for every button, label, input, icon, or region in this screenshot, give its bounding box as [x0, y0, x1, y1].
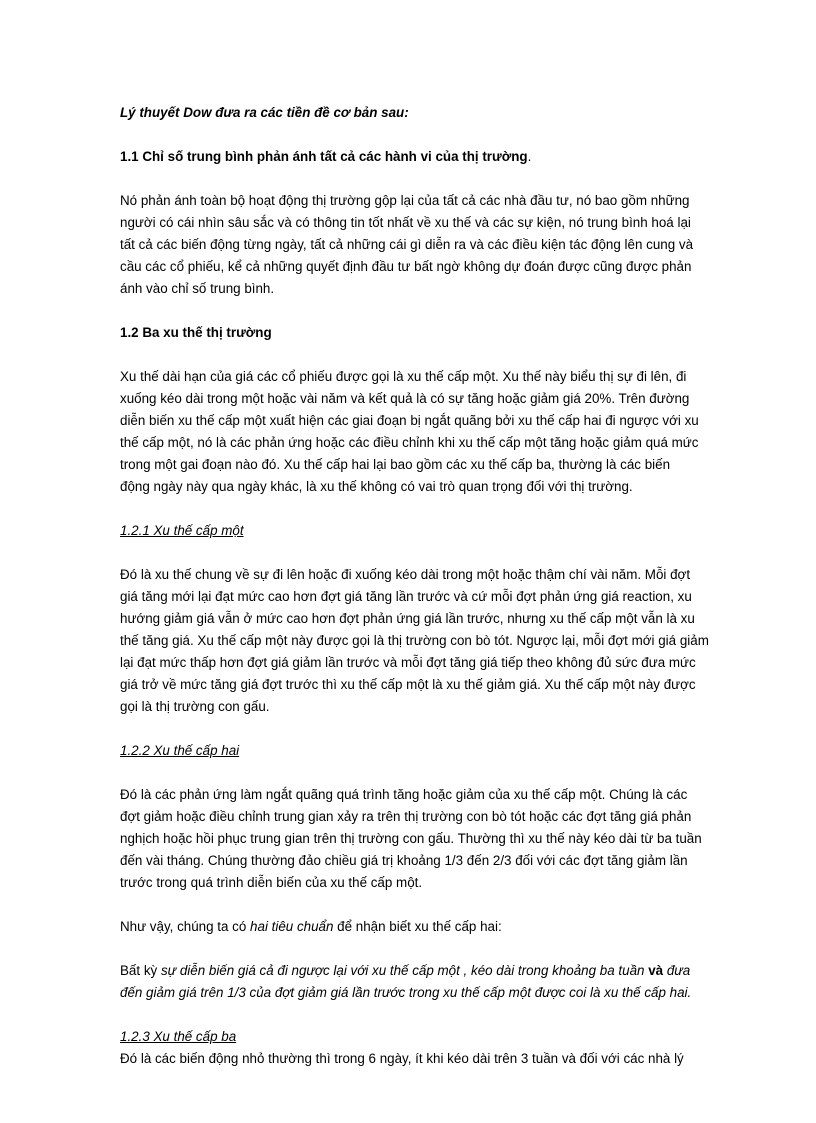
paragraph-line: Xu thế dài hạn của giá các cổ phiếu được gọi là xu thế cấp một. Xu thế này biểu thị sự đi lên, đi: [120, 369, 687, 384]
paragraph-line: đợt giảm hoặc điều chỉnh trung gian xảy ra trên thị trường con bò tót hoặc các đợt tăng giá phản: [120, 809, 692, 824]
paragraph-line: [120, 960, 702, 982]
rule-text-pre: Bất kỳ: [120, 963, 161, 978]
paragraph-line: thế cấp một, nó là các phản ứng hoặc các điều chỉnh khi xu thế cấp một tăng hoặc giảm quá mức: [120, 435, 699, 450]
rule-text-emphasis: sự diễn biến giá cả đi ngược lại với xu thế cấp một , kéo dài trong khoảng ba tuần: [160, 963, 645, 978]
paragraph-line: cầu các cổ phiếu, kể cả những quyết định đầu tư bất ngờ không dự đoán được cũng được phản: [120, 259, 692, 274]
paragraph-line: nghịch hoặc hồi phục trung gian trên thị trường con gấu. Thường thì xu thế này kéo dài từ ba tuần: [120, 831, 702, 846]
paragraph-line: trước trong quá trình diễn biến của xu thế cấp một.: [120, 875, 423, 890]
paragraph-line: gọi là thị trường con gấu.: [120, 699, 270, 714]
paragraph-line: Đó là các phản ứng làm ngắt quãng quá trình tăng hoặc giảm của xu thế cấp một. Chúng là các: [120, 787, 688, 802]
paragraph-line: Đó là xu thế chung về sự đi lên hoặc đi xuống kéo dài trong một hoặc thậm chí vài năm. Mỗi đợt: [120, 567, 691, 582]
paragraph-line: hướng giảm giá vẫn ở mức cao hơn đợt phản ứng giá lần trước, nhưng xu thế cấp một vẫn là xu: [120, 611, 695, 626]
section-1-2-2-heading: 1.2.2 Xu thế cấp hai: [120, 743, 240, 758]
paragraph-line: giá trở về mức tăng giá đợt trước thì xu thế cấp một là xu thế giảm giá. Xu thế cấp một này được: [120, 677, 696, 692]
section-1-1-paragraph: [120, 190, 702, 300]
section-1-2-2-paragraph: [120, 784, 702, 894]
paragraph-line: trong một gai đoạn nào đó. Xu thế cấp hai lại bao gồm các xu thế cấp ba, thường là các biến: [120, 457, 671, 472]
paragraph-line: lại đạt mức thấp hơn đợt giá giảm lần trước và mỗi đợt tăng giá tiếp theo không đủ sức đưa mức: [120, 655, 696, 670]
criteria-sentence: [120, 916, 702, 938]
paragraph-line: diễn biến xu thế cấp một xuất hiện các giai đoạn bị ngắt quãng bởi xu thế cấp hai đi ngược với xu: [120, 413, 699, 428]
paragraph-line: xuống kéo dài trong một hoặc vài năm và kết quả là có sự tăng hoặc giảm giá 20%. Trên đường: [120, 391, 690, 406]
criteria-text-pre: Như vậy, chúng ta có: [120, 919, 251, 934]
section-1-1-title: 1.1 Chỉ số trung bình phản ánh tất cả các hành vi của thị trường: [120, 149, 528, 164]
paragraph-line: Đó là các biến động nhỏ thường thì trong 6 ngày, ít khi kéo dài trên 3 tuần và đối với các nhà lý: [120, 1051, 684, 1066]
section-1-2-3-paragraph: [120, 1048, 702, 1070]
paragraph-line: đến vài tháng. Chúng thường đảo chiều giá trị khoảng 1/3 đến 2/3 đối với các đợt tăng giảm lần: [120, 853, 688, 868]
paragraph-line: giá tăng mới lại đạt mức cao hơn đợt giá tăng lần trước và cứ mỗi đợt phản ứng giá reaction, xu: [120, 589, 692, 604]
intro-heading: Lý thuyết Dow đưa ra các tiền đề cơ bản sau:: [120, 105, 409, 120]
criteria-text-post: để nhận biết xu thế cấp hai:: [333, 919, 502, 934]
section-1-1-heading: [120, 146, 702, 168]
section-1-2-paragraph: [120, 366, 702, 498]
section-1-2-3-heading: 1.2.3 Xu thế cấp ba: [120, 1029, 237, 1044]
criteria-rule-paragraph: [120, 960, 702, 1004]
paragraph-line: người có cái nhìn sâu sắc và có thông tin tốt nhất về xu thế và các sự kiện, nó trung bình hoá lại: [120, 215, 691, 230]
section-1-2-1-paragraph: [120, 564, 709, 718]
paragraph-line: tất cả các biến động từng ngày, tất cả những cái gì diễn ra và các điều kiện tác động lên cung và: [120, 237, 694, 252]
paragraph-line: Nó phản ánh toàn bộ hoạt động thị trường gộp lại của tất cả các nhà đầu tư, nó bao gồm những: [120, 193, 690, 208]
section-1-2-heading: 1.2 Ba xu thế thị trường: [120, 325, 272, 340]
rule-text-bold: và: [644, 963, 664, 978]
paragraph-line: đến giảm giá trên 1/3 của đợt giảm giá lần trước trong xu thế cấp một được coi là xu thế cấp hai.: [120, 985, 692, 1000]
paragraph-line: động ngày này qua ngày khác, là xu thế không có vai trò quan trọng đối với thị trường.: [120, 479, 633, 494]
paragraph-line: thế tăng giá. Xu thế cấp một này được gọi là thị trường con bò tót. Ngược lại, mỗi đợt mới giá giảm: [120, 633, 709, 648]
criteria-text-emphasis: hai tiêu chuẩn: [250, 919, 334, 934]
section-1-1-title-dot: .: [527, 149, 532, 164]
paragraph-line: ánh vào chỉ số trung bình.: [120, 281, 275, 296]
rule-text-emphasis-end: đưa: [663, 963, 691, 978]
document-body: [120, 102, 709, 1070]
section-1-2-1-heading: 1.2.1 Xu thế cấp một: [120, 523, 244, 538]
